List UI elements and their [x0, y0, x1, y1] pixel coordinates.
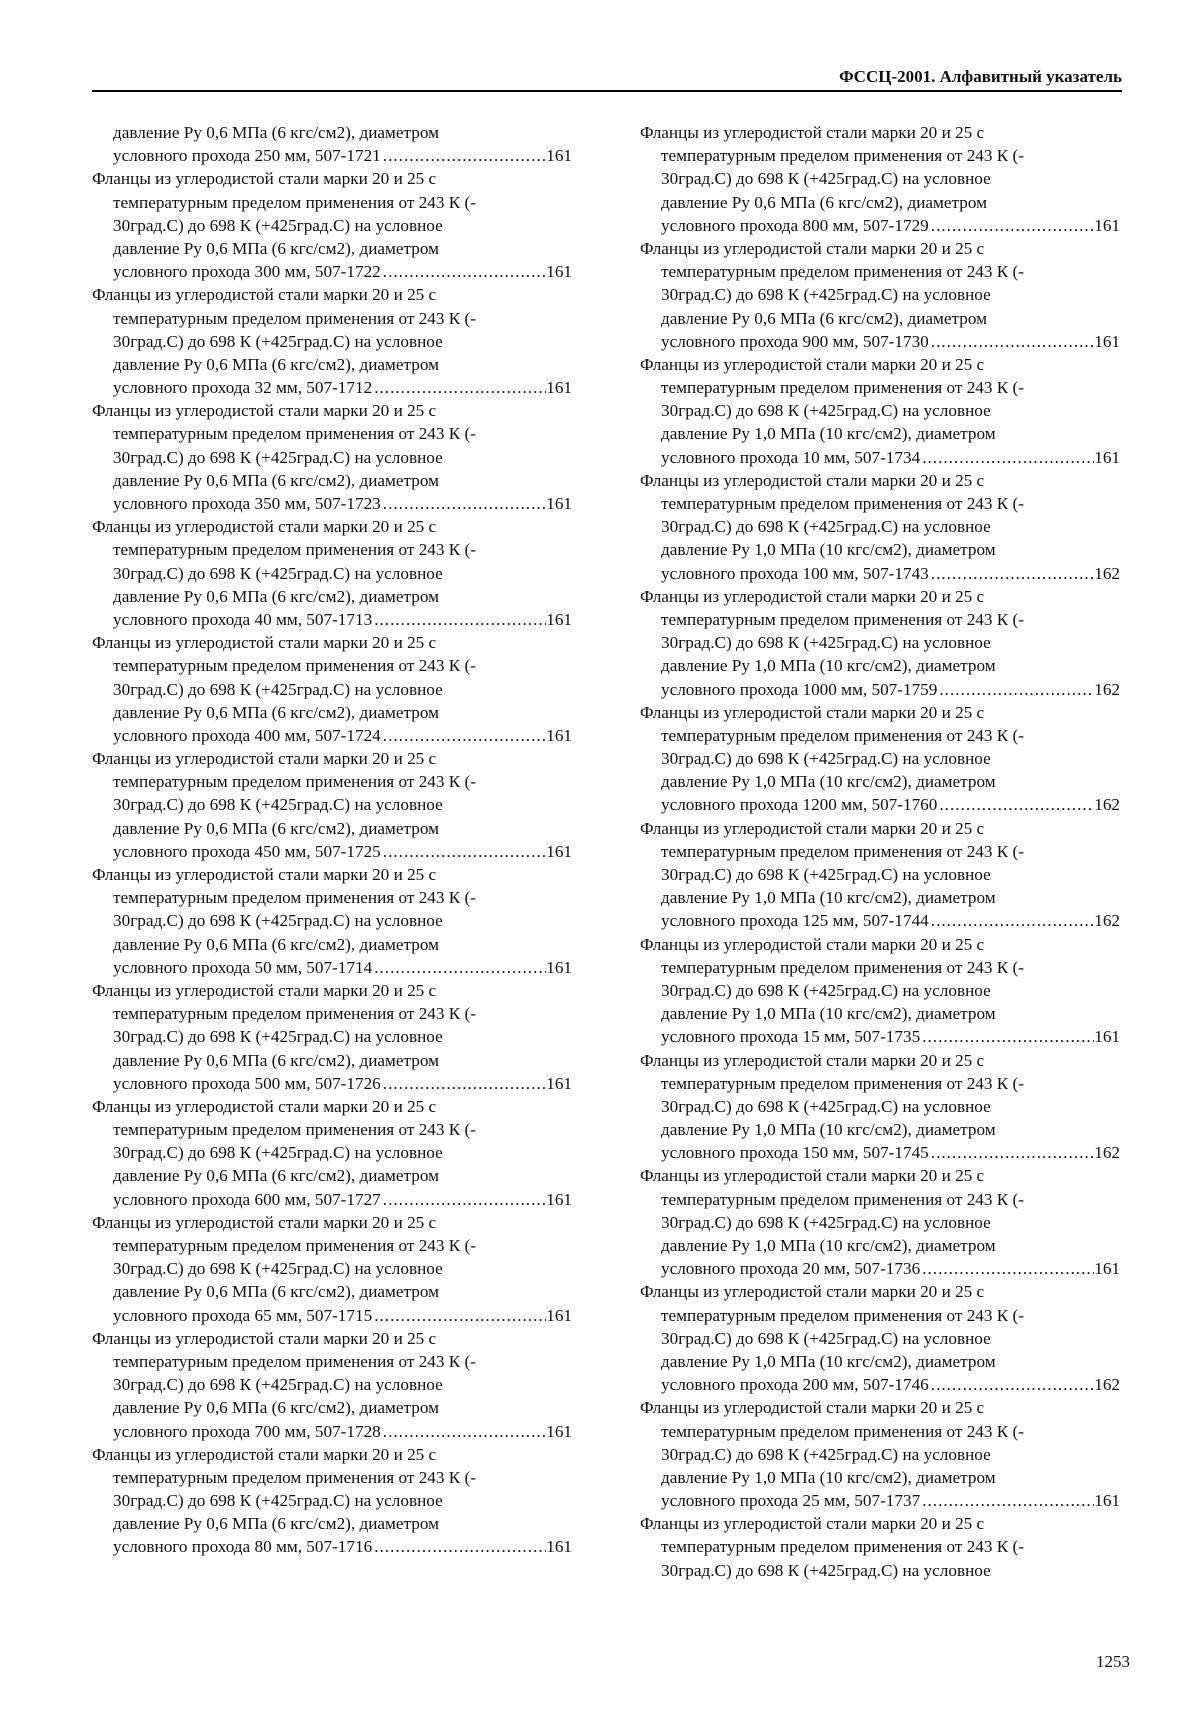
entry-code-text: условного прохода 200 мм, 507-1746 [661, 1375, 929, 1395]
entry-code-text: условного прохода 25 мм, 507-1737 [661, 1491, 921, 1511]
entry-title-line: Фланцы из углеродистой стали марки 20 и 25 с [640, 702, 985, 722]
entry-text-line: температурным пределом применения от 243 К (- [113, 424, 476, 444]
entry-text-line: 30град.С) до 698 К (+425град.С) на условное [661, 980, 991, 1000]
entry-text-line: температурным пределом применения от 243 К (- [661, 957, 1024, 977]
entry-code-text: условного прохода 1000 мм, 507-1759 [661, 679, 938, 699]
entry-title-line: Фланцы из углеродистой стали марки 20 и 25 с [92, 401, 437, 421]
index-entry [640, 1396, 1120, 1512]
entry-last-line [92, 144, 572, 167]
entry-last-line [92, 1304, 572, 1327]
leader-dots [929, 562, 1094, 585]
entry-text-line: давление Ру 0,6 МПа (6 кгс/см2), диаметром [113, 1282, 440, 1302]
index-entry [640, 1512, 1120, 1582]
entry-title-line: Фланцы из углеродистой стали марки 20 и 25 с [92, 285, 437, 305]
entry-text-line: температурным пределом применения от 243 К (- [661, 1189, 1024, 1209]
entry-text-line: 30град.С) до 698 К (+425град.С) на условное [113, 911, 443, 931]
entry-last-line [92, 376, 572, 399]
entry-text-line: температурным пределом применения от 243 К (- [661, 262, 1024, 282]
index-entry [640, 353, 1120, 469]
index-column-left [92, 121, 572, 1559]
leader-dots [381, 724, 546, 747]
entry-code-text: условного прохода 800 мм, 507-1729 [661, 215, 929, 235]
entry-code-text: условного прохода 500 мм, 507-1726 [113, 1073, 381, 1093]
entry-text-line: 30град.С) до 698 К (+425град.С) на условное [661, 749, 991, 769]
entry-code-text: условного прохода 40 мм, 507-1713 [113, 609, 373, 629]
entry-text-line: температурным пределом применения от 243 К (- [113, 1120, 476, 1140]
entry-title-line: Фланцы из углеродистой стали марки 20 и 25 с [640, 1282, 985, 1302]
entry-text-line: 30град.С) до 698 К (+425град.С) на условное [113, 1143, 443, 1163]
entry-text-line: давление Ру 1,0 МПа (10 кгс/см2), диаметром [661, 1467, 996, 1487]
index-entry [92, 399, 572, 515]
entry-text-line: давление Ру 1,0 МПа (10 кгс/см2), диаметром [661, 424, 996, 444]
entry-page-ref: 162 [1094, 563, 1120, 583]
entry-last-line [92, 260, 572, 283]
entry-page-ref: 162 [1094, 795, 1120, 815]
index-entry [92, 515, 572, 631]
leader-dots [920, 1025, 1094, 1048]
leader-dots [381, 840, 546, 863]
entry-page-ref: 162 [1094, 911, 1120, 931]
entry-code-text: условного прохода 50 мм, 507-1714 [113, 957, 373, 977]
entry-text-line: температурным пределом применения от 243 К (- [661, 841, 1024, 861]
entry-last-line [640, 793, 1120, 816]
entry-text-line: 30град.С) до 698 К (+425град.С) на условное [661, 517, 991, 537]
entry-text-line: 30град.С) до 698 К (+425град.С) на условное [113, 795, 443, 815]
entry-code-text: условного прохода 20 мм, 507-1736 [661, 1259, 921, 1279]
entry-code-text: условного прохода 100 мм, 507-1743 [661, 563, 929, 583]
leader-dots [929, 1373, 1094, 1396]
index-entry [92, 1211, 572, 1327]
entry-page-ref: 161 [546, 609, 572, 629]
entry-title-line: Фланцы из углеродистой стали марки 20 и 25 с [92, 1444, 437, 1464]
entry-code-text: условного прохода 900 мм, 507-1730 [661, 331, 929, 351]
entry-text-line: давление Ру 0,6 МПа (6 кгс/см2), диаметром [113, 702, 440, 722]
entry-page-ref: 161 [546, 1537, 572, 1557]
index-entry [640, 817, 1120, 933]
entry-page-ref: 161 [546, 494, 572, 513]
entry-last-line [92, 840, 572, 863]
entry-text-line: 30град.С) до 698 К (+425град.С) на условное [113, 563, 443, 583]
entry-title-line: Фланцы из углеродистой стали марки 20 и 25 с [92, 980, 437, 1000]
entry-code-text: условного прохода 15 мм, 507-1735 [661, 1027, 921, 1047]
entry-text-line: 30град.С) до 698 К (+425град.С) на условное [661, 1560, 991, 1580]
index-entry [92, 1095, 572, 1211]
entry-text-line: температурным пределом применения от 243 К (- [113, 1236, 476, 1255]
entry-text-line: 30град.С) до 698 К (+425град.С) на условное [113, 1375, 443, 1395]
index-entry [92, 1327, 572, 1443]
leader-dots [381, 260, 546, 283]
leader-dots [372, 376, 546, 399]
entry-text-line: 30град.С) до 698 К (+425град.С) на условное [113, 331, 443, 351]
entry-text-line: 30град.С) до 698 К (+425град.С) на условное [113, 1027, 443, 1047]
entry-last-line [640, 1489, 1120, 1512]
entry-text-line: 30град.С) до 698 К (+425град.С) на условное [661, 169, 991, 189]
entry-title-line: Фланцы из углеродистой стали марки 20 и 25 с [640, 934, 985, 954]
entry-last-line [640, 1141, 1120, 1164]
entry-text-line: давление Ру 1,0 МПа (10 кгс/см2), диаметром [661, 540, 996, 560]
entry-text-line: температурным пределом применения от 243 К (- [113, 772, 476, 792]
entry-text-line: давление Ру 0,6 МПа (6 кгс/см2), диаметром [113, 1514, 440, 1534]
entry-last-line [92, 608, 572, 631]
leader-dots [372, 608, 546, 631]
index-entry [640, 585, 1120, 701]
header-title: ФССЦ-2001. Алфавитный указатель [839, 67, 1122, 86]
index-entry [640, 1280, 1120, 1396]
entry-text-line: давление Ру 1,0 МПа (10 кгс/см2), диаметром [661, 1120, 996, 1140]
leader-dots [920, 446, 1094, 469]
entry-text-line: давление Ру 0,6 МПа (6 кгс/см2), диаметром [113, 818, 440, 838]
leader-dots [372, 1304, 546, 1327]
index-entry [92, 167, 572, 283]
entry-last-line [640, 1373, 1120, 1396]
entry-text-line: 30град.С) до 698 К (+425град.С) на условное [661, 401, 991, 421]
entry-code-text: условного прохода 150 мм, 507-1745 [661, 1143, 929, 1163]
index-entry [92, 979, 572, 1095]
leader-dots [381, 492, 546, 515]
leader-dots [929, 1141, 1094, 1164]
index-entry [640, 237, 1120, 353]
entry-page-ref: 161 [546, 1305, 572, 1325]
entry-text-line: давление Ру 0,6 МПа (6 кгс/см2), диаметром [113, 470, 440, 490]
entry-page-ref: 161 [1094, 331, 1120, 351]
entry-text-line: температурным пределом применения от 243 К (- [113, 192, 476, 212]
index-entry [640, 1164, 1120, 1280]
entry-text-line: давление Ру 0,6 МПа (6 кгс/см2), диаметром [113, 586, 440, 606]
index-entry [92, 863, 572, 979]
entry-last-line [640, 1257, 1120, 1280]
entry-page-ref: 162 [1094, 1143, 1120, 1163]
entry-text-line: давление Ру 0,6 МПа (6 кгс/см2), диаметром [113, 123, 440, 142]
entry-text-line: температурным пределом применения от 243 К (- [113, 888, 476, 908]
entry-title-line: Фланцы из углеродистой стали марки 20 и 25 с [92, 865, 437, 884]
entry-last-line [640, 1025, 1120, 1048]
entry-page-ref: 161 [546, 146, 572, 166]
leader-dots [929, 909, 1094, 932]
entry-page-ref: 161 [1094, 447, 1120, 467]
entry-text-line: давление Ру 1,0 МПа (10 кгс/см2), диаметром [661, 1351, 996, 1371]
entry-text-line: температурным пределом применения от 243 К (- [661, 609, 1024, 629]
entry-text-line: 30град.С) до 698 К (+425град.С) на условное [661, 1444, 991, 1464]
entry-page-ref: 161 [546, 1073, 572, 1093]
entry-page-ref: 162 [1094, 1375, 1120, 1395]
entry-title-line: Фланцы из углеродистой стали марки 20 и 25 с [640, 586, 985, 606]
entry-text-line: температурным пределом применения от 243 К (- [113, 1467, 476, 1487]
entry-text-line: 30град.С) до 698 К (+425град.С) на условное [113, 1259, 443, 1279]
entry-text-line: давление Ру 1,0 МПа (10 кгс/см2), диаметром [661, 772, 996, 792]
leader-dots [929, 330, 1094, 353]
entry-text-line: температурным пределом применения от 243 К (- [113, 656, 476, 676]
entry-code-text: условного прохода 1200 мм, 507-1760 [661, 795, 938, 815]
entry-text-line: 30град.С) до 698 К (+425град.С) на условное [661, 1096, 991, 1116]
entry-last-line [92, 1072, 572, 1095]
entry-text-line: температурным пределом применения от 243 К (- [113, 1004, 476, 1024]
leader-dots [929, 214, 1094, 237]
entry-text-line: 30град.С) до 698 К (+425град.С) на условное [661, 1328, 991, 1348]
entry-last-line [92, 1535, 572, 1558]
index-entry [92, 747, 572, 863]
leader-dots [372, 956, 546, 979]
entry-page-ref: 161 [1094, 1491, 1120, 1511]
entry-text-line: давление Ру 0,6 МПа (6 кгс/см2), диаметром [113, 934, 440, 954]
index-entry [640, 121, 1120, 237]
index-column-right [640, 121, 1120, 1582]
entry-text-line: давление Ру 0,6 МПа (6 кгс/см2), диаметром [113, 1398, 440, 1418]
entry-text-line: температурным пределом применения от 243 К (- [661, 146, 1024, 166]
entry-last-line [640, 330, 1120, 353]
entry-title-line: Фланцы из углеродистой стали марки 20 и 25 с [92, 169, 437, 189]
leader-dots [381, 144, 546, 167]
entry-text-line: давление Ру 1,0 МПа (10 кгс/см2), диаметром [661, 888, 996, 908]
entry-title-line: Фланцы из углеродистой стали марки 20 и 25 с [92, 1212, 437, 1232]
entry-title-line: Фланцы из углеродистой стали марки 20 и 25 с [640, 123, 985, 142]
entry-text-line: температурным пределом применения от 243 К (- [113, 540, 476, 560]
entry-text-line: давление Ру 1,0 МПа (10 кгс/см2), диаметром [661, 1004, 996, 1024]
entry-text-line: температурным пределом применения от 243 К (- [661, 494, 1024, 513]
entry-last-line [92, 956, 572, 979]
entry-text-line: 30град.С) до 698 К (+425град.С) на условное [113, 447, 443, 467]
entry-page-ref: 162 [1094, 679, 1120, 699]
entry-code-text: условного прохода 450 мм, 507-1725 [113, 841, 381, 861]
entry-code-text: условного прохода 10 мм, 507-1734 [661, 447, 921, 467]
leader-dots [381, 1188, 546, 1211]
entry-text-line: 30град.С) до 698 К (+425град.С) на условное [113, 215, 443, 235]
entry-text-line: давление Ру 0,6 МПа (6 кгс/см2), диаметром [113, 354, 440, 374]
entry-title-line: Фланцы из углеродистой стали марки 20 и 25 с [640, 470, 985, 490]
entry-title-line: Фланцы из углеродистой стали марки 20 и 25 с [640, 1514, 985, 1534]
entry-title-line: Фланцы из углеродистой стали марки 20 и 25 с [92, 1328, 437, 1348]
entry-text-line: давление Ру 0,6 МПа (6 кгс/см2), диаметром [113, 1166, 440, 1186]
entry-last-line [640, 678, 1120, 701]
entry-last-line [640, 214, 1120, 237]
entry-title-line: Фланцы из углеродистой стали марки 20 и 25 с [92, 749, 437, 769]
index-entry [640, 701, 1120, 817]
entry-text-line: давление Ру 0,6 МПа (6 кгс/см2), диаметром [113, 1050, 440, 1070]
entry-title-line: Фланцы из углеродистой стали марки 20 и 25 с [92, 517, 437, 537]
index-entry [640, 933, 1120, 1049]
entry-text-line: температурным пределом применения от 243 К (- [661, 1305, 1024, 1325]
page-number: 1253 [1096, 1652, 1130, 1671]
entry-title-line: Фланцы из углеродистой стали марки 20 и 25 с [640, 1166, 985, 1186]
entry-code-text: условного прохода 600 мм, 507-1727 [113, 1189, 381, 1209]
entry-text-line: температурным пределом применения от 243 К (- [661, 1073, 1024, 1093]
leader-dots [937, 678, 1094, 701]
entry-text-line: 30град.С) до 698 К (+425град.С) на условное [661, 1212, 991, 1232]
entry-page-ref: 161 [546, 1421, 572, 1441]
entry-text-line: давление Ру 0,6 МПа (6 кгс/см2), диаметром [113, 238, 440, 258]
entry-page-ref: 161 [1094, 1259, 1120, 1279]
entry-page-ref: 161 [1094, 1027, 1120, 1047]
entry-page-ref: 161 [546, 378, 572, 398]
entry-title-line: Фланцы из углеродистой стали марки 20 и 25 с [640, 238, 985, 258]
entry-text-line: температурным пределом применения от 243 К (- [661, 378, 1024, 398]
leader-dots [920, 1489, 1094, 1512]
entry-title-line: Фланцы из углеродистой стали марки 20 и 25 с [640, 818, 985, 838]
leader-dots [372, 1535, 546, 1558]
entry-code-text: условного прохода 250 мм, 507-1721 [113, 146, 381, 166]
entry-code-text: условного прохода 80 мм, 507-1716 [113, 1537, 373, 1557]
entry-page-ref: 161 [546, 957, 572, 977]
running-header [92, 66, 1122, 92]
entry-page-ref: 161 [546, 725, 572, 745]
entry-text-line: 30град.С) до 698 К (+425град.С) на условное [661, 865, 991, 884]
entry-page-ref: 161 [546, 262, 572, 282]
entry-title-line: Фланцы из углеродистой стали марки 20 и 25 с [92, 1096, 437, 1116]
entry-text-line: температурным пределом применения от 243 К (- [661, 725, 1024, 745]
leader-dots [381, 1420, 546, 1443]
entry-text-line: температурным пределом применения от 243 К (- [113, 1351, 476, 1371]
entry-text-line: 30град.С) до 698 К (+425град.С) на условное [113, 679, 443, 699]
entry-last-line [640, 909, 1120, 932]
entry-title-line: Фланцы из углеродистой стали марки 20 и 25 с [640, 354, 985, 374]
entry-code-text: условного прохода 350 мм, 507-1723 [113, 494, 381, 513]
entry-text-line: температурным пределом применения от 243 К (- [113, 308, 476, 328]
entry-code-text: условного прохода 400 мм, 507-1724 [113, 725, 381, 745]
index-entry [92, 283, 572, 399]
entry-text-line: температурным пределом применения от 243 К (- [661, 1421, 1024, 1441]
index-entry [640, 1049, 1120, 1165]
entry-last-line [92, 492, 572, 515]
entry-last-line [92, 1188, 572, 1211]
leader-dots [381, 1072, 546, 1095]
entry-title-line: Фланцы из углеродистой стали марки 20 и 25 с [92, 633, 437, 653]
entry-text-line: давление Ру 1,0 МПа (10 кгс/см2), диаметром [661, 656, 996, 676]
index-entry [92, 121, 572, 167]
entry-text-line: 30град.С) до 698 К (+425град.С) на условное [113, 1491, 443, 1511]
entry-text-line: 30град.С) до 698 К (+425град.С) на условное [661, 285, 991, 305]
leader-dots [937, 793, 1094, 816]
entry-text-line: давление Ру 0,6 МПа (6 кгс/см2), диаметром [661, 308, 988, 328]
entry-page-ref: 161 [546, 841, 572, 861]
leader-dots [920, 1257, 1094, 1280]
entry-code-text: условного прохода 125 мм, 507-1744 [661, 911, 929, 931]
entry-text-line: давление Ру 1,0 МПа (10 кгс/см2), диаметром [661, 1236, 996, 1255]
entry-last-line [92, 724, 572, 747]
entry-code-text: условного прохода 300 мм, 507-1722 [113, 262, 381, 282]
entry-text-line: 30град.С) до 698 К (+425град.С) на условное [661, 633, 991, 653]
index-entry [92, 1443, 572, 1559]
entry-page-ref: 161 [546, 1189, 572, 1209]
entry-title-line: Фланцы из углеродистой стали марки 20 и 25 с [640, 1050, 985, 1070]
entry-last-line [640, 446, 1120, 469]
entry-text-line: температурным пределом применения от 243 К (- [661, 1537, 1024, 1557]
entry-title-line: Фланцы из углеродистой стали марки 20 и 25 с [640, 1398, 985, 1418]
entry-code-text: условного прохода 32 мм, 507-1712 [113, 378, 373, 398]
entry-last-line [640, 562, 1120, 585]
entry-text-line: давление Ру 0,6 МПа (6 кгс/см2), диаметром [661, 192, 988, 212]
entry-page-ref: 161 [1094, 215, 1120, 235]
entry-code-text: условного прохода 65 мм, 507-1715 [113, 1305, 373, 1325]
entry-last-line [92, 1420, 572, 1443]
index-entry [640, 469, 1120, 585]
index-entry [92, 631, 572, 747]
entry-code-text: условного прохода 700 мм, 507-1728 [113, 1421, 381, 1441]
